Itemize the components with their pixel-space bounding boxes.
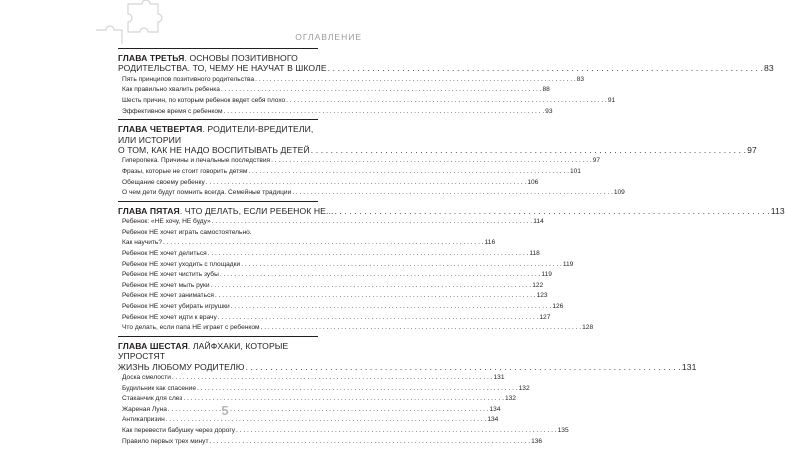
chapter-number: ГЛАВА ТРЕТЬЯ xyxy=(118,53,185,63)
toc-entry[interactable] xyxy=(122,302,564,313)
toc-entry-page-number: 126 xyxy=(552,302,564,310)
toc-entry[interactable] xyxy=(122,107,553,118)
dot-leader xyxy=(197,384,518,395)
toc-entry-page-number: 109 xyxy=(613,189,625,197)
toc-entry[interactable] xyxy=(122,85,550,96)
chapter-section xyxy=(118,337,697,449)
toc-entry-page-number: 122 xyxy=(532,281,544,289)
chapter-number: ГЛАВА ПЯТАЯ xyxy=(118,205,180,216)
chapter-title-line: ОСНОВЫ ПОЗИТИВНОГО xyxy=(189,53,298,63)
toc-entry-page-number: 97 xyxy=(592,157,601,165)
dot-leader xyxy=(206,178,527,189)
toc-entry-title: Ребенок НЕ хочет убирать игрушки xyxy=(122,302,230,310)
chapter-heading[interactable]: ГЛАВА ТРЕТЬЯ. ОСНОВЫ ПОЗИТИВНОГО РОДИТЕЛЬСТВА. ТО, ЧЕМУ НЕ НАУЧАТ В ШКОЛЕ . . . 83 xyxy=(118,49,318,74)
toc-entry-page-number: 123 xyxy=(536,292,548,300)
chapter-heading[interactable]: ГЛАВА ПЯТАЯ. ЧТО ДЕЛАТЬ, ЕСЛИ РЕБЕНОК НЕ... . . . 113 xyxy=(118,202,318,216)
dot-leader xyxy=(224,107,545,118)
chapter-heading[interactable]: ГЛАВА ЧЕТВЕРТАЯ. РОДИТЕЛИ-ВРЕДИТЕЛИ, ИЛИ ИСТОРИИ О ТОМ, КАК НЕ НАДО ВОСПИТЫВАТЬ ДЕТЕЙ . . . 97 xyxy=(118,120,318,155)
toc-entry-page-number: 134 xyxy=(489,405,501,413)
dot-leader xyxy=(334,206,769,216)
toc-entry-page-number: 101 xyxy=(569,168,581,175)
toc-entry-title: Стаканчик для слез xyxy=(122,395,183,403)
dot-leader xyxy=(328,63,763,73)
toc-entry-title: Будильник как спасение xyxy=(122,384,197,392)
toc-entry-page-number: 127 xyxy=(539,313,551,321)
toc-entry[interactable] xyxy=(122,281,544,292)
toc-entry-title: Ребенок НЕ хочет идти к врачу xyxy=(122,313,217,321)
dot-leader xyxy=(208,249,529,260)
chapter-section xyxy=(118,120,757,201)
dot-leader xyxy=(236,426,557,437)
toc-entry[interactable] xyxy=(122,373,505,384)
toc-entry-page-number: 136 xyxy=(531,437,543,445)
toc-entry[interactable] xyxy=(122,249,540,260)
toc-entry[interactable] xyxy=(122,156,601,167)
toc-entry-page-number: 93 xyxy=(545,107,553,115)
dot-leader xyxy=(220,270,541,281)
chapter-title-line: ЖИЗНЬ ЛЮБОМУ РОДИТЕЛЮ xyxy=(118,361,245,372)
toc-entry-title: О чем дети будут помнить всегда. Семейные традиции xyxy=(122,189,292,197)
dot-leader xyxy=(221,85,542,96)
toc-entry-title: Как научить? xyxy=(122,239,162,247)
toc-entry[interactable] xyxy=(122,437,543,448)
chapter-entries xyxy=(118,156,625,198)
toc-entry-title: Антикапризин xyxy=(122,416,165,424)
toc-entry-title: Гиперопека. Причины и печальные последствия xyxy=(122,157,271,165)
chapter-title-line: О ТОМ, КАК НЕ НАДО ВОСПИТЫВАТЬ ДЕТЕЙ xyxy=(118,145,310,155)
toc-entry-page-number: 134 xyxy=(487,416,499,424)
chapter-page-number: 83 xyxy=(764,63,774,74)
chapter-page-number: 131 xyxy=(681,361,697,372)
dot-leader xyxy=(246,362,681,372)
toc-entry-title: Ребенок НЕ хочет чистить зубы xyxy=(122,271,219,279)
toc-entry[interactable] xyxy=(122,228,318,239)
chapter-page-number: 113 xyxy=(770,205,785,216)
toc-entry[interactable] xyxy=(122,238,496,249)
toc-entry[interactable] xyxy=(122,75,585,86)
toc-entry-page-number: 135 xyxy=(557,426,569,434)
toc-header-title: ОГЛАВЛЕНИЕ xyxy=(295,32,362,42)
chapter-entries xyxy=(118,217,594,334)
dot-leader xyxy=(215,291,536,302)
toc-entry-page-number: 116 xyxy=(484,239,496,247)
toc-entry[interactable] xyxy=(122,178,539,189)
dot-leader xyxy=(209,437,530,448)
toc-entry[interactable] xyxy=(122,384,530,395)
toc-entry-title: Шесть причин, по которым ребенок ведет себя плохо xyxy=(122,97,286,104)
chapter-page-number: 97 xyxy=(747,145,757,155)
chapter-heading[interactable]: ГЛАВА ШЕСТАЯ. ЛАЙФХАКИ, КОТОРЫЕ УПРОСТЯТ ЖИЗНЬ ЛЮБОМУ РОДИТЕЛЮ . . . 131 xyxy=(118,337,318,372)
toc-entry-page-number: 132 xyxy=(518,384,530,392)
toc-entry[interactable] xyxy=(122,96,616,107)
toc-entry-title: Ребенок: «НЕ хочу, НЕ буду» xyxy=(122,218,211,226)
dot-leader xyxy=(261,323,582,334)
toc-entry-page-number: 106 xyxy=(527,178,539,186)
toc-entry-title: Доска смелости xyxy=(122,373,171,381)
chapter-section xyxy=(118,49,774,119)
dot-leader xyxy=(292,188,613,199)
dot-leader xyxy=(271,156,592,167)
chapter-title-line: ЛАЙФХАКИ, КОТОРЫЕ УПРОСТЯТ xyxy=(118,340,289,362)
chapter-title-line: РОДИТЕЛИ-ВРЕДИТЕЛИ, ИЛИ ИСТОРИИ xyxy=(118,124,314,145)
toc-entry-title: Фразы, которые не стоит говорить детям xyxy=(122,168,248,175)
toc-entry[interactable] xyxy=(122,313,551,324)
chapter-section xyxy=(118,202,785,336)
toc-entry-title: Как перевести бабушку через дорогу xyxy=(122,426,236,434)
table-of-contents xyxy=(118,48,785,449)
toc-entry-page-number: 128 xyxy=(582,324,594,332)
toc-entry-title: Эффективное время с ребенком xyxy=(122,107,223,115)
dot-leader xyxy=(163,238,484,249)
toc-entry[interactable] xyxy=(122,188,625,199)
toc-entry-title: Ребенок НЕ хочет заниматься xyxy=(122,292,214,300)
page-number: 5 xyxy=(221,403,229,418)
dot-leader xyxy=(248,167,569,178)
toc-entry-page-number: 88 xyxy=(542,86,550,94)
toc-entry-title: Ребенок НЕ хочет делиться xyxy=(122,249,207,257)
chapter-entries xyxy=(118,75,616,117)
toc-entry-page-number: 83 xyxy=(576,75,585,83)
toc-entry[interactable] xyxy=(122,167,581,178)
chapter-title-line: РОДИТЕЛЬСТВА. ТО, ЧЕМУ НЕ НАУЧАТ В ШКОЛЕ xyxy=(118,63,327,74)
dot-leader xyxy=(211,281,532,292)
toc-entry-title: Пять принципов позитивного родительства xyxy=(122,75,255,83)
toc-entry-page-number: 118 xyxy=(529,249,540,257)
toc-entry-page-number: 131 xyxy=(493,373,505,381)
toc-entry-title: Ребенок НЕ хочет мыть руки xyxy=(122,281,210,289)
dot-leader xyxy=(241,260,562,271)
toc-entry[interactable] xyxy=(122,217,544,228)
toc-entry[interactable] xyxy=(122,323,594,334)
dot-leader xyxy=(212,217,533,228)
toc-entry-title: Ребенок НЕ хочет уходить с площадки xyxy=(122,260,241,268)
toc-entry[interactable] xyxy=(122,260,574,271)
toc-entry-page-number: 132 xyxy=(504,395,516,403)
chapter-title-line: ЧТО ДЕЛАТЬ, ЕСЛИ РЕБЕНОК НЕ... xyxy=(184,205,334,216)
dot-leader xyxy=(231,302,552,313)
toc-entry-page-number: 114 xyxy=(533,218,544,226)
toc-entry[interactable] xyxy=(122,270,552,281)
dot-leader xyxy=(311,145,746,155)
toc-entry-title: Жареная Луна xyxy=(122,405,167,413)
dot-leader xyxy=(286,96,607,107)
puzzle-decoration-icon xyxy=(88,0,168,50)
toc-entry[interactable] xyxy=(122,291,548,302)
toc-entry[interactable] xyxy=(122,426,569,437)
chapter-number: ГЛАВА ШЕСТАЯ xyxy=(118,340,188,351)
toc-entry-title: Обещание своему ребенку xyxy=(122,178,205,186)
toc-entry-title: Как правильно хвалить ребенка xyxy=(122,86,220,94)
dot-leader xyxy=(172,373,493,384)
chapter-number: ГЛАВА ЧЕТВЕРТАЯ xyxy=(118,124,203,135)
toc-entry-title: Что делать, если папа НЕ играет с ребенком xyxy=(122,324,260,332)
toc-entry-page-number: 91 xyxy=(607,97,616,104)
toc-entry-page-number: 119 xyxy=(541,271,552,279)
toc-entry-title: Правило первых трех минут xyxy=(122,437,209,445)
toc-entry-page-number: 119 xyxy=(562,260,574,268)
dot-leader xyxy=(218,313,539,324)
dot-leader xyxy=(255,75,576,86)
toc-entry-title: Ребенок НЕ хочет играть самостоятельно. xyxy=(122,228,252,236)
